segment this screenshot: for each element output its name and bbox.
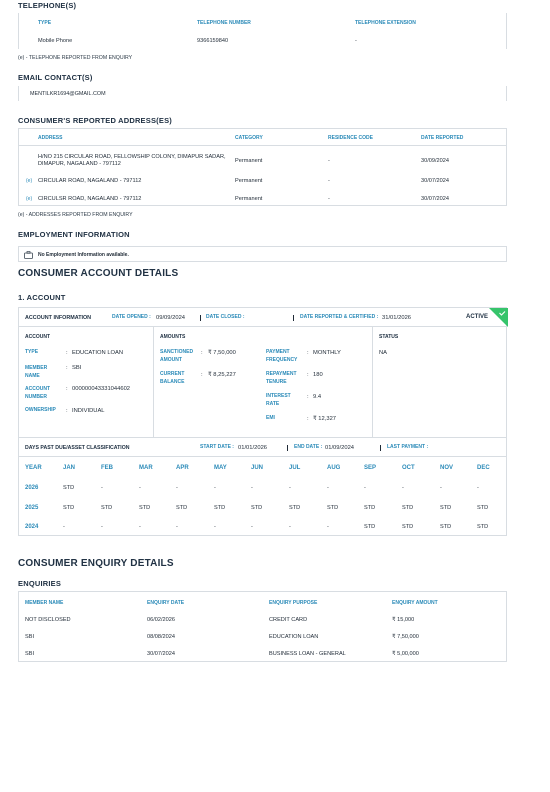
month-header: AUG <box>327 465 341 471</box>
sanctioned-label: SANCTIONED AMOUNT <box>160 349 194 363</box>
address-cell: H/NO 215 CIRCULAR ROAD, FELLOWSHIP COLONY, DIMAPUR SADAR, DIMAPUR, NAGALAND - 797112 <box>38 154 226 167</box>
dpd-cell: - <box>327 485 329 491</box>
year-cell: 2024 <box>25 524 39 530</box>
start-date-value: 01/01/2026 <box>238 445 268 451</box>
month-header: JAN <box>63 465 76 471</box>
table-cell: BUSINESS LOAN - GENERAL <box>269 651 346 657</box>
date-opened-label: DATE OPENED : <box>112 314 151 320</box>
account-card <box>18 307 507 536</box>
dpd-cell: STD <box>364 524 376 530</box>
dpd-cell: - <box>139 485 141 491</box>
category-cell: Permanent <box>235 158 263 164</box>
dpd-cell: - <box>101 485 103 491</box>
residence-code-cell: - <box>328 178 330 184</box>
dpd-cell: - <box>251 485 253 491</box>
enquiries-subheading: ENQUIRIES <box>18 579 62 588</box>
residence-code-cell: - <box>328 196 330 202</box>
account-grid <box>19 326 506 438</box>
enquiry-flag: (e) <box>26 196 33 202</box>
start-date-label: START DATE : <box>200 444 234 450</box>
address-cell: CIRCULAR ROAD, NAGALAND - 797112 <box>38 178 142 184</box>
enquiry-details-heading: CONSUMER ENQUIRY DETAILS <box>18 558 174 569</box>
dpd-cell: STD <box>251 505 263 511</box>
divider <box>380 445 381 451</box>
payment-frequency-value: MONTHLY <box>313 350 341 356</box>
dpd-cell: - <box>63 524 65 530</box>
month-header: MAY <box>214 465 227 471</box>
colon: : <box>307 416 309 422</box>
month-header: NOV <box>440 465 454 471</box>
payment-frequency-label: PAYMENT FREQUENCY <box>266 349 298 363</box>
emails-box <box>18 86 507 101</box>
dpd-cell: - <box>176 524 178 530</box>
column-header: ENQUIRY PURPOSE <box>269 600 318 606</box>
month-header: OCT <box>402 465 415 471</box>
month-header: DEC <box>477 465 490 471</box>
table-cell: 30/07/2024 <box>147 651 175 657</box>
colon: : <box>66 408 68 414</box>
table-cell: ₹ 7,50,000 <box>392 634 419 640</box>
column-header: RESIDENCE CODE <box>328 135 374 141</box>
dpd-cell: - <box>477 485 479 491</box>
status-column-title: STATUS <box>379 334 399 340</box>
telephones-heading: TELEPHONE(S) <box>18 1 77 10</box>
colon: : <box>307 372 309 378</box>
dpd-cell: - <box>289 485 291 491</box>
date-reported-value: 31/01/2026 <box>382 315 412 321</box>
divider <box>153 326 154 438</box>
date-opened-value: 09/09/2024 <box>156 315 186 321</box>
employment-box <box>18 246 507 262</box>
dpd-cell: - <box>402 485 404 491</box>
month-header: JUN <box>251 465 264 471</box>
dpd-cell: - <box>289 524 291 530</box>
dpd-cell: - <box>214 524 216 530</box>
account-number-value: 000000043331044602 <box>72 386 131 392</box>
table-cell: ₹ 15,000 <box>392 617 415 623</box>
date-reported-label: DATE REPORTED & CERTIFIED : <box>300 314 379 320</box>
email-value: MENTILKR1694@GMAIL.COM <box>30 91 106 97</box>
current-balance-label: CURRENT BALANCE <box>160 371 185 385</box>
column-header: ENQUIRY DATE <box>147 600 185 606</box>
dpd-cell: - <box>101 524 103 530</box>
column-header: MEMBER NAME <box>25 600 64 606</box>
dpd-cell: STD <box>63 505 75 511</box>
dpd-cell: STD <box>63 485 75 491</box>
dpd-cell: STD <box>440 505 452 511</box>
ownership-value: INDIVIDUAL <box>72 408 105 414</box>
column-header: ENQUIRY AMOUNT <box>392 600 438 606</box>
category-cell: Permanent <box>235 178 263 184</box>
dpd-cell: - <box>327 524 329 530</box>
divider <box>200 315 201 321</box>
table-cell: NOT DISCLOSED <box>25 617 71 623</box>
divider <box>19 456 506 457</box>
column-header: TYPE <box>38 20 52 26</box>
table-cell: 06/02/2026 <box>147 617 175 623</box>
category-cell: Permanent <box>235 196 263 202</box>
dpd-cell: - <box>440 485 442 491</box>
sanctioned-value: ₹ 7,50,000 <box>208 350 236 356</box>
month-header: MAR <box>139 465 153 471</box>
divider <box>293 315 294 321</box>
dpd-cell: STD <box>402 505 414 511</box>
status-value: NA <box>379 350 388 356</box>
table-cell: SBI <box>25 651 35 657</box>
dpd-cell: STD <box>101 505 113 511</box>
dpd-cell: - <box>364 485 366 491</box>
table-cell: Mobile Phone <box>38 38 73 44</box>
month-header: APR <box>176 465 189 471</box>
enquiries-table <box>18 591 507 662</box>
year-header: YEAR <box>25 465 42 471</box>
column-header: TELEPHONE EXTENSION <box>355 20 416 26</box>
divider <box>287 445 288 451</box>
interest-rate-label: INTEREST RATE <box>266 393 291 407</box>
address-cell: CIRCULSR ROAD, NAGALAND - 797112 <box>38 196 142 202</box>
colon: : <box>201 372 203 378</box>
member-label: MEMBER NAME <box>25 365 48 379</box>
colon: : <box>66 365 68 371</box>
column-header: ADDRESS <box>38 135 63 141</box>
table-cell: - <box>355 38 357 44</box>
enquiry-flag: (e) <box>26 178 33 184</box>
type-value: EDUCATION LOAN <box>72 350 124 356</box>
dpd-cell: - <box>176 485 178 491</box>
dpd-cell: STD <box>289 505 301 511</box>
emails-heading: EMAIL CONTACT(S) <box>18 73 93 82</box>
account-number-label: ACCOUNT NUMBER <box>25 386 50 400</box>
colon: : <box>201 350 203 356</box>
addresses-heading: CONSUMER'S REPORTED ADDRESS(ES) <box>18 116 172 125</box>
date-cell: 30/09/2024 <box>421 158 449 164</box>
date-cell: 30/07/2024 <box>421 178 449 184</box>
dpd-cell: STD <box>364 505 376 511</box>
current-balance-value: ₹ 8,25,227 <box>208 372 236 378</box>
addresses-table <box>18 128 507 206</box>
column-header: TELEPHONE NUMBER <box>197 20 251 26</box>
ownership-label: OWNERSHIP <box>25 407 56 413</box>
amounts-column-title: AMOUNTS <box>160 334 186 340</box>
account-subheading: 1. ACCOUNT <box>18 293 66 302</box>
dpd-cell: - <box>214 485 216 491</box>
dpd-cell: STD <box>402 524 414 530</box>
dpd-cell: STD <box>440 524 452 530</box>
date-closed-label: DATE CLOSED : <box>206 314 245 320</box>
repayment-tenure-value: 180 <box>313 372 323 378</box>
last-payment-label: LAST PAYMENT : <box>387 444 429 450</box>
colon: : <box>307 350 309 356</box>
account-column-title: ACCOUNT <box>25 334 50 340</box>
status-badge: ACTIVE <box>466 314 489 320</box>
account-info-title: ACCOUNT INFORMATION <box>25 315 92 321</box>
telephones-table <box>18 13 507 49</box>
member-value: SBI <box>72 365 82 371</box>
address-note: (e) - ADDRESSES REPORTED FROM ENQUIRY <box>18 212 133 218</box>
dpd-cell: STD <box>139 505 151 511</box>
residence-code-cell: - <box>328 158 330 164</box>
dpd-cell: STD <box>477 505 489 511</box>
year-cell: 2026 <box>25 485 39 491</box>
briefcase-icon <box>24 251 33 261</box>
repayment-tenure-label: REPAYMENT TENURE <box>266 371 297 385</box>
table-cell: 9366159840 <box>197 38 229 44</box>
date-cell: 30/07/2024 <box>421 196 449 202</box>
colon: : <box>307 394 309 400</box>
dpd-cell: STD <box>214 505 226 511</box>
table-cell: CREDIT CARD <box>269 617 308 623</box>
table-cell: 08/08/2024 <box>147 634 175 640</box>
table-cell: EDUCATION LOAN <box>269 634 319 640</box>
dpd-title: DAYS PAST DUE/ASSET CLASSIFICATION <box>25 445 130 451</box>
month-header: JUL <box>289 465 301 471</box>
interest-rate-value: 9.4 <box>313 394 322 400</box>
dpd-cell: - <box>251 524 253 530</box>
dpd-cell: STD <box>176 505 188 511</box>
table-cell: ₹ 5,00,000 <box>392 651 419 657</box>
account-details-heading: CONSUMER ACCOUNT DETAILS <box>18 268 179 279</box>
employment-heading: EMPLOYMENT INFORMATION <box>18 230 130 239</box>
end-date-value: 01/09/2024 <box>325 445 355 451</box>
employment-message: No Employment Information available. <box>38 252 129 258</box>
telephone-note: (e) - TELEPHONE REPORTED FROM ENQUIRY <box>18 55 133 61</box>
dpd-cell: - <box>139 524 141 530</box>
emi-value: ₹ 12,327 <box>313 416 337 422</box>
dpd-cell: STD <box>327 505 339 511</box>
colon: : <box>66 386 68 392</box>
column-header: DATE REPORTED <box>421 135 464 141</box>
end-date-label: END DATE : <box>294 444 323 450</box>
month-header: SEP <box>364 465 377 471</box>
emi-label: EMI <box>266 415 275 421</box>
month-header: FEB <box>101 465 113 471</box>
divider <box>372 326 373 438</box>
colon: : <box>66 350 68 356</box>
column-header: CATEGORY <box>235 135 263 141</box>
table-cell: SBI <box>25 634 35 640</box>
dpd-cell: STD <box>477 524 489 530</box>
type-label: TYPE <box>25 349 39 355</box>
year-cell: 2025 <box>25 505 39 511</box>
